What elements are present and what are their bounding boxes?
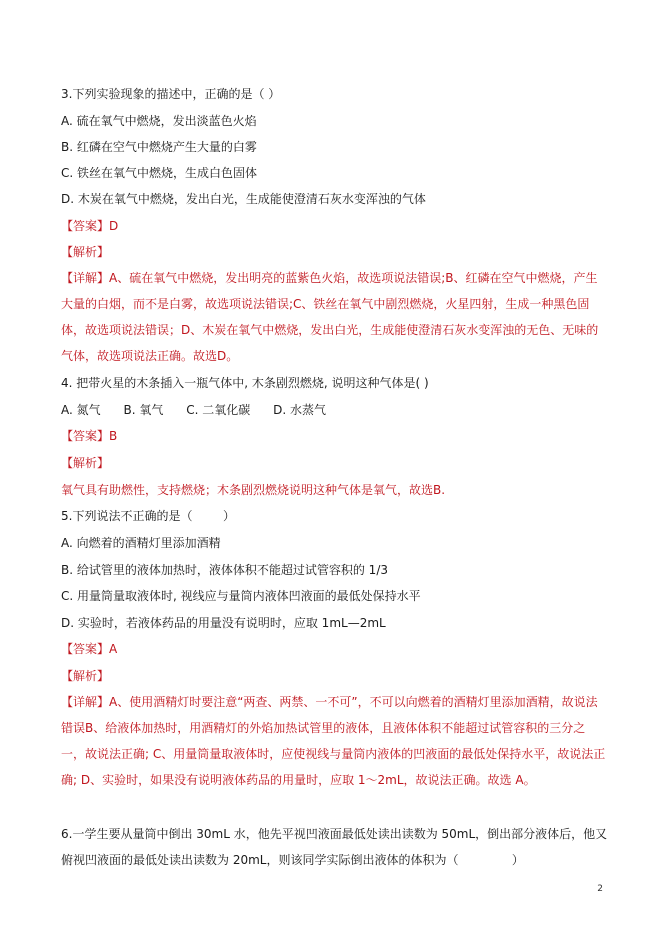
q4-detail: 氧气具有助燃性，支持燃烧；木条剧烈燃烧说明这种气体是氧气，故选B. [61,483,446,497]
q4-options: A. 氮气 B. 氧气 C. 二氧化碳 D. 水蒸气 [61,403,327,417]
q5-detail: 【详解】A、使用酒精灯时要注意“两查、两禁、一不可”，不可以向燃着的酒精灯里添加酒精，故说法错误B、给液体加热时，用酒精灯的外焰加热试管里的液体，且液体体积不能超过试管容积的三分之一，故说法正确; C、用量筒量取液体时，应使视线与量筒内液体的凹液面的最低处保持水平，故说法正确; D、实验时，如果没有说明液体药品的用量时，应取 1～2mL，故说法正确。故选 A。 [61,695,606,787]
q3-detail: 【详解】A、硫在氧气中燃烧，发出明亮的蓝紫色火焰，故选项说法错误;B、红磷在空气中燃烧，产生大量的白烟，而不是白雾，故选项说法错误;C、铁丝在氧气中剧烈燃烧，火星四射，生成一种黑色固体，故选项说法错误；D、木炭在氧气中燃烧，发出白光，生成能使澄清石灰水变浑浊的无色、无味的气体，故选项说法正确。故选D。 [61,271,599,363]
q6-stem: 6.一学生要从量筒中倒出 30mL 水，他先平视凹液面最低处读出读数为 50mL，倒出部分液体后，他又俯视凹液面的最低处读出读数为 20mL，则该同学实际倒出液体的体积为（ ） [61,827,608,867]
q3-answer: 【答案】D [61,219,119,233]
q4-analysis-label: 【解析】 [61,456,110,470]
q4-answer: 【答案】B [61,429,118,443]
q5-option-d: D. 实验时，若液体药品的用量没有说明时，应取 1mL—2mL [61,616,386,630]
q5-option-c: C. 用量筒量取液体时, 视线应与量筒内液体凹液面的最低处保持水平 [61,589,421,603]
q3-option-b: B. 红磷在空气中燃烧产生大量的白雾 [61,140,257,154]
q5-option-a: A. 向燃着的酒精灯里添加酒精 [61,536,221,550]
q3-option-a: A. 硫在氧气中燃烧，发出淡蓝色火焰 [61,114,257,128]
page-number: 2 [597,884,603,894]
q3-analysis-label: 【解析】 [61,245,110,259]
q5-answer: 【答案】A [61,642,118,656]
q3-option-c: C. 铁丝在氧气中燃烧，生成白色固体 [61,166,258,180]
q5-analysis-label: 【解析】 [61,669,110,683]
q5-stem: 5.下列说法不正确的是（ ） [61,509,235,523]
q5-option-b: B. 给试管里的液体加热时，液体体积不能超过试管容积的 1/3 [61,563,388,577]
q3-option-d: D. 木炭在氧气中燃烧，发出白光，生成能使澄清石灰水变浑浊的气体 [61,192,426,206]
q4-stem: 4. 把带火星的木条插入一瓶气体中, 木条剧烈燃烧, 说明这种气体是( ) [61,376,429,390]
q3-stem: 3.下列实验现象的描述中，正确的是（ ） [61,87,281,101]
